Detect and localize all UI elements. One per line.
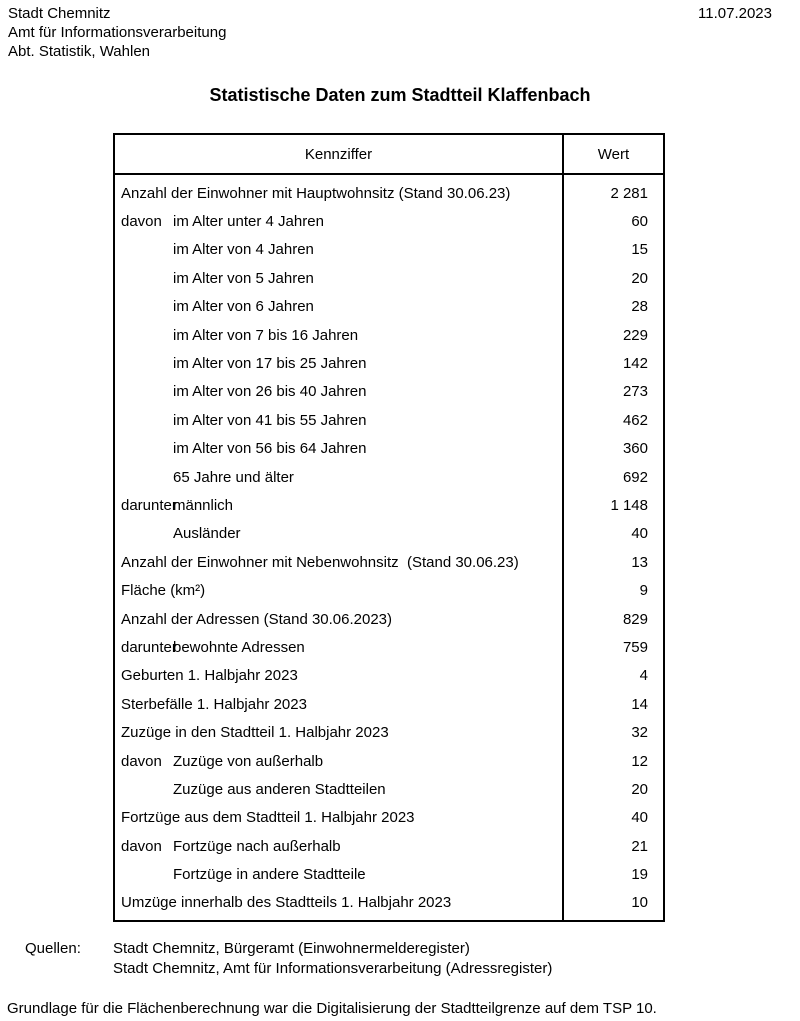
row-value: 21 <box>631 837 648 855</box>
row-label: Anzahl der Adressen (Stand 30.06.2023) <box>121 610 393 628</box>
row-value: 4 <box>639 667 648 685</box>
row-label: Anzahl der Einwohner mit Hauptwohnsitz (Stand 30.06.23) <box>121 184 511 202</box>
row-kennziffer-cell <box>115 894 562 911</box>
row-value: 142 <box>622 355 648 373</box>
table-row <box>115 293 663 321</box>
row-kennziffer-cell <box>115 809 562 826</box>
row-label: im Alter von 26 bis 40 Jahren <box>173 383 367 401</box>
table-row <box>115 718 663 746</box>
table-header-row <box>115 135 663 175</box>
row-label: Fläche (km²) <box>121 582 206 600</box>
row-value: 19 <box>631 866 648 884</box>
row-label: im Alter von 7 bis 16 Jahren <box>173 326 359 344</box>
row-kennziffer-cell <box>115 696 562 713</box>
row-label: im Alter von 4 Jahren <box>173 241 314 259</box>
page-title: Statistische Daten zum Stadtteil Klaffenbach <box>209 85 591 105</box>
source-lines <box>113 939 552 979</box>
row-kennziffer-cell <box>115 412 562 429</box>
row-value: 462 <box>622 411 648 429</box>
column-divider <box>562 135 564 920</box>
letterhead <box>8 4 226 61</box>
row-label: Zuzüge von außerhalb <box>173 752 324 770</box>
row-kennziffer-cell <box>115 639 562 656</box>
row-kennziffer-cell <box>115 241 562 258</box>
table-row <box>115 804 663 832</box>
table-row <box>115 889 663 917</box>
row-value: 40 <box>631 525 648 543</box>
row-label: männlich <box>173 496 234 514</box>
row-label: Sterbefälle 1. Halbjahr 2023 <box>121 695 307 713</box>
table-row <box>115 406 663 434</box>
row-value: 360 <box>622 440 648 458</box>
row-value: 12 <box>631 752 648 770</box>
document-date: 11.07.2023 <box>698 5 772 22</box>
table-row <box>115 435 663 463</box>
row-value: 692 <box>622 468 648 486</box>
table-row <box>115 832 663 860</box>
row-value: 14 <box>631 695 648 713</box>
row-value: 20 <box>631 780 648 798</box>
row-kennziffer-cell <box>115 525 562 542</box>
row-kennziffer-cell <box>115 582 562 599</box>
row-value: 829 <box>622 610 648 628</box>
table-row <box>115 775 663 803</box>
table-row <box>115 321 663 349</box>
table-row <box>115 662 663 690</box>
row-value: 28 <box>631 298 648 316</box>
table-row <box>115 548 663 576</box>
row-value: 32 <box>631 724 648 742</box>
row-value: 40 <box>631 809 648 827</box>
sources-block <box>25 939 552 979</box>
row-label: Zuzüge in den Stadtteil 1. Halbjahr 2023 <box>121 724 389 742</box>
row-label: 65 Jahre und älter <box>173 468 294 486</box>
row-label: im Alter unter 4 Jahren <box>173 213 324 231</box>
table-row <box>115 463 663 491</box>
row-label: Fortzüge in andere Stadtteile <box>173 866 366 884</box>
row-label: bewohnte Adressen <box>173 638 305 656</box>
table-row <box>115 605 663 633</box>
row-kennziffer-cell <box>115 667 562 684</box>
row-label: im Alter von 41 bis 55 Jahren <box>173 411 367 429</box>
row-group-prefix: davon <box>121 752 162 770</box>
org-line-1: Stadt Chemnitz <box>8 5 111 22</box>
row-label: im Alter von 17 bis 25 Jahren <box>173 355 367 373</box>
row-kennziffer-cell <box>115 355 562 372</box>
table-row <box>115 264 663 292</box>
row-label: im Alter von 56 bis 64 Jahren <box>173 440 367 458</box>
column-header-wert: Wert <box>597 145 630 163</box>
row-label: Umzüge innerhalb des Stadtteils 1. Halbjahr 2023 <box>121 894 452 912</box>
row-kennziffer-cell <box>115 469 562 486</box>
row-kennziffer-cell <box>115 298 562 315</box>
row-label: Zuzüge aus anderen Stadtteilen <box>173 780 386 798</box>
row-value: 273 <box>622 383 648 401</box>
row-label: Geburten 1. Halbjahr 2023 <box>121 667 298 685</box>
table-row <box>115 179 663 207</box>
row-label: Ausländer <box>173 525 241 543</box>
row-label: im Alter von 6 Jahren <box>173 298 314 316</box>
table-row <box>115 576 663 604</box>
area-calculation-note: Grundlage für die Flächenberechnung war die Digitalisierung der Stadtteilgrenze auf dem TSP 10. <box>7 1000 657 1017</box>
statistics-table <box>113 133 665 922</box>
row-group-prefix: darunter <box>121 496 177 514</box>
row-kennziffer-cell <box>115 327 562 344</box>
table-row <box>115 236 663 264</box>
table-row <box>115 690 663 718</box>
row-kennziffer-cell <box>115 554 562 571</box>
row-kennziffer-cell <box>115 724 562 741</box>
table-row <box>115 747 663 775</box>
row-label: Fortzüge nach außerhalb <box>173 837 341 855</box>
row-kennziffer-cell <box>115 270 562 287</box>
column-header-kennziffer: Kennziffer <box>304 145 373 163</box>
row-group-prefix: davon <box>121 837 162 855</box>
row-value: 9 <box>639 582 648 600</box>
row-value: 1 148 <box>610 496 648 514</box>
row-label: Fortzüge aus dem Stadtteil 1. Halbjahr 2023 <box>121 809 415 827</box>
row-group-prefix: davon <box>121 213 162 231</box>
source-line-2: Stadt Chemnitz, Amt für Informationsverarbeitung (Adressregister) <box>113 960 553 977</box>
source-line-1: Stadt Chemnitz, Bürgeramt (Einwohnermelderegister) <box>113 940 470 957</box>
row-value: 2 281 <box>610 184 648 202</box>
row-value: 10 <box>631 894 648 912</box>
row-kennziffer-cell <box>115 440 562 457</box>
row-kennziffer-cell <box>115 611 562 628</box>
org-line-3: Abt. Statistik, Wahlen <box>8 43 151 60</box>
row-value: 229 <box>622 326 648 344</box>
row-value: 60 <box>631 213 648 231</box>
row-group-prefix: darunter <box>121 638 177 656</box>
row-label: Anzahl der Einwohner mit Nebenwohnsitz (Stand 30.06.23) <box>121 553 519 571</box>
table-row <box>115 633 663 661</box>
table-row <box>115 378 663 406</box>
row-kennziffer-cell <box>115 213 562 230</box>
table-body <box>115 175 663 920</box>
row-kennziffer-cell <box>115 185 562 202</box>
org-line-2: Amt für Informationsverarbeitung <box>8 24 227 41</box>
row-value: 13 <box>631 553 648 571</box>
row-kennziffer-cell <box>115 781 562 798</box>
row-value: 759 <box>622 638 648 656</box>
row-kennziffer-cell <box>115 753 562 770</box>
row-kennziffer-cell <box>115 497 562 514</box>
table-row <box>115 860 663 888</box>
row-kennziffer-cell <box>115 383 562 400</box>
row-kennziffer-cell <box>115 838 562 855</box>
table-row <box>115 349 663 377</box>
row-value: 15 <box>631 241 648 259</box>
row-label: im Alter von 5 Jahren <box>173 269 314 287</box>
table-row <box>115 520 663 548</box>
table-row <box>115 207 663 235</box>
row-value: 20 <box>631 269 648 287</box>
row-kennziffer-cell <box>115 866 562 883</box>
sources-label: Quellen: <box>25 940 81 957</box>
table-row <box>115 491 663 519</box>
